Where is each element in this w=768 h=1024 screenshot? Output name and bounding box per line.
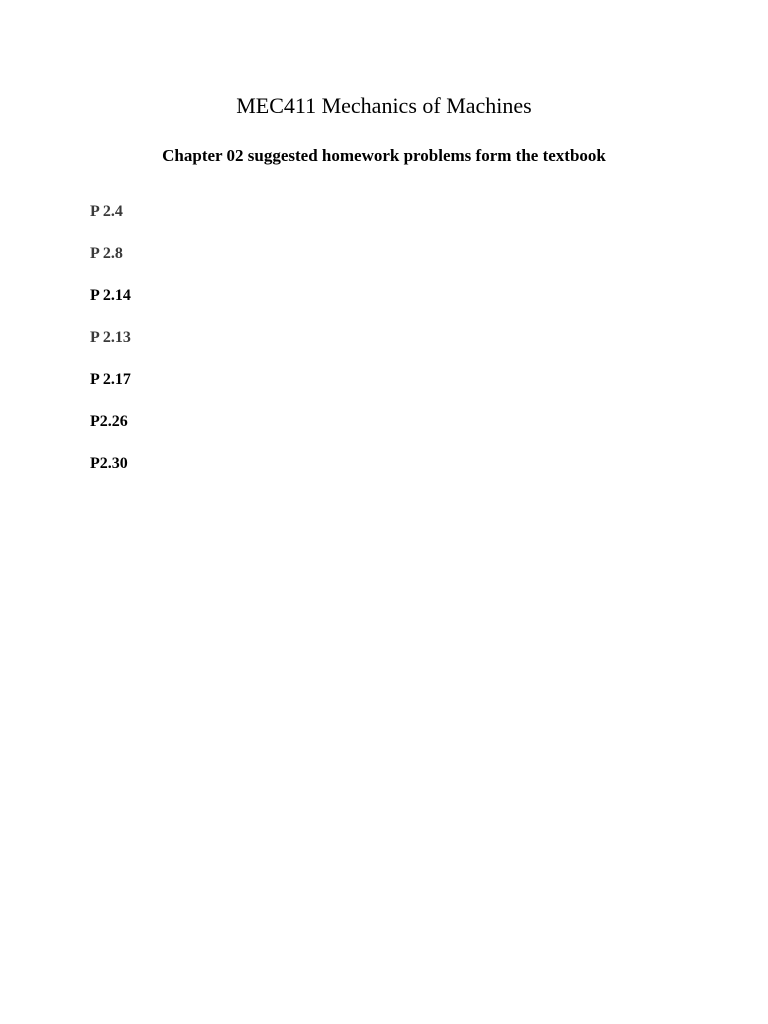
problem-item: P 2.14 (90, 287, 131, 304)
problem-item: P 2.4 (90, 203, 123, 220)
problem-item: P 2.17 (90, 371, 131, 388)
document-title: MEC411 Mechanics of Machines (236, 93, 532, 118)
problem-item: P 2.8 (90, 245, 123, 262)
problem-item: P2.26 (90, 413, 128, 430)
problem-list (90, 202, 131, 496)
problem-item: P 2.13 (90, 329, 131, 346)
problem-item: P2.30 (90, 455, 128, 472)
document-subtitle: Chapter 02 suggested homework problems form the textbook (162, 146, 606, 165)
